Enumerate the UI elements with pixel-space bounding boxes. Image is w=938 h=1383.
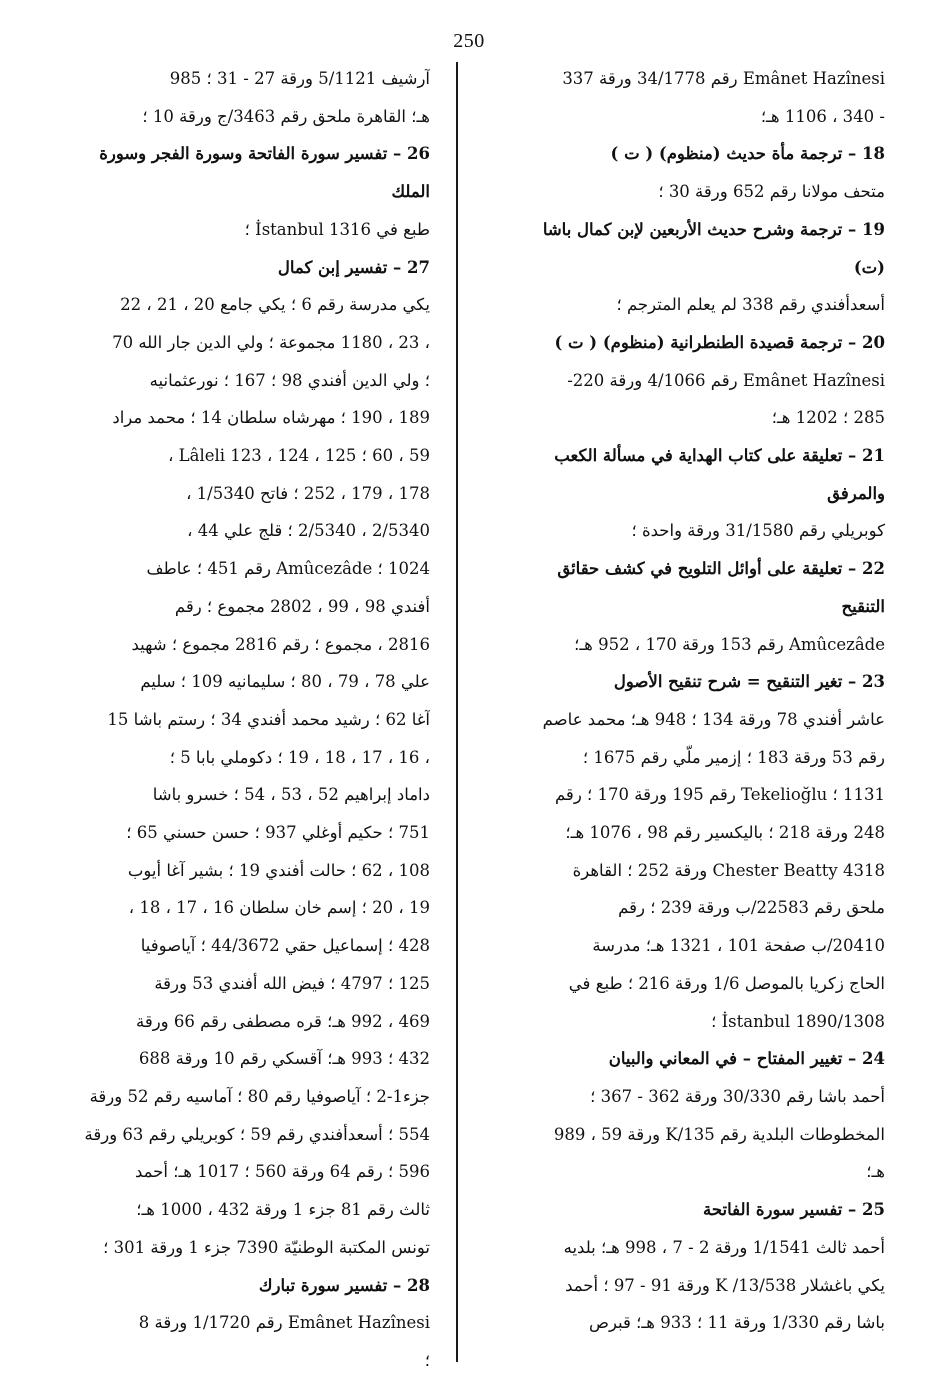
entry-heading-line: 24 – تغيير المفتاح – في المعاني والبيان	[608, 1049, 885, 1069]
entry-heading-line: والمرفق	[827, 483, 885, 503]
entry-heading-line: 20 – ترجمة قصيدة الطنطرانية (منظوم) ( ت )	[554, 332, 885, 352]
text-line: 19 ، 20 ؛ إسم خان سلطان 16 ، 17 ، 18 ،	[128, 898, 430, 918]
text-line: أفندي 98 ، 99 ، 2802 مجموع ؛ رقم	[174, 596, 430, 616]
text-line: أسعدأفندي رقم 338 لم يعلم المترجم ؛	[616, 295, 885, 315]
text-line: باشا رقم 1/330 ورقة 11 ؛ 933 هـ؛ قبرص	[589, 1313, 885, 1333]
right-column	[485, 60, 885, 1342]
text-line: أحمد ثالث 1/1541 ورقة 2 - 7 ، 998 هـ؛ بلديه	[563, 1237, 885, 1257]
entry-heading-line: 27 – تفسير إبن كمال	[277, 257, 430, 277]
column-divider	[456, 62, 458, 1362]
entry-heading-line: 28 – تفسير سورة تبارك	[258, 1275, 430, 1295]
text-line: كوبريلي رقم 31/1580 ورقة واحدة ؛	[631, 521, 885, 541]
text-line: المخطوطات البلدية رقم 135/K ورقة 59 ، 989	[553, 1124, 885, 1144]
text-line: 469 ، 992 هـ؛ قره مصطفى رقم 66 ورقة	[135, 1011, 430, 1031]
entry-heading-line: 21 – تعليقة على كتاب الهداية في مسألة الكعب	[554, 446, 885, 466]
text-line: داماد إبراهيم 52 ، 53 ، 54 ؛ خسرو باشا	[152, 785, 430, 805]
entry-heading-line: الملك	[391, 182, 430, 202]
text-line: يكي باغشلار 13/538/ K ورقة 91 - 97 ؛ أحمد	[565, 1275, 885, 1295]
text-line: 428 ؛ إسماعيل حقي 44/3672 ؛ آياصوفيا	[140, 936, 430, 956]
text-line: تونس المكتبة الوطنيّة 7390 جزء 1 ورقة 301 ؛	[103, 1237, 430, 1257]
text-line: أحمد باشا رقم 30/330 ورقة 362 - 367 ؛	[590, 1086, 885, 1106]
text-line: متحف مولانا رقم 652 ورقة 30 ؛	[658, 182, 885, 202]
text-line: İstanbul 1890/1308 ؛	[711, 1011, 885, 1031]
text-line: 1024 ؛ Amûcezâde رقم 451 ؛ عاطف	[146, 559, 430, 579]
entry-heading-line: التنقيح	[841, 596, 885, 616]
text-line: 751 ؛ حكيم أوغلي 937 ؛ حسن حسني 65 ؛	[126, 823, 430, 843]
text-line: آغا 62 ؛ رشيد محمد أفندي 34 ؛ رستم باشا 15	[107, 709, 430, 729]
text-line: ملحق رقم 22583/ب ورقة 239 ؛ رقم	[618, 898, 885, 918]
text-line: علي 78 ، 79 ، 80 ؛ سليمانيه 109 ؛ سليم	[140, 672, 430, 692]
text-line: 1131 ؛ Tekelioğlu رقم 195 ورقة 170 ؛ رقم	[554, 785, 885, 805]
text-line: ؛ ولي الدين أفندي 98 ؛ 167 ؛ نورعثمانيه	[149, 370, 430, 390]
text-line: ثالث رقم 81 جزء 1 ورقة 432 ، 1000 هـ؛	[136, 1200, 430, 1220]
text-line: هـ؛	[866, 1162, 885, 1182]
text-line: عاشر أفندي 78 ورقة 134 ؛ 948 هـ؛ محمد عاصم	[542, 709, 885, 729]
text-line: ، 23 ، 1180 مجموعة ؛ ولي الدين جار الله 70	[112, 332, 430, 352]
text-line: Emânet Hazînesi رقم 1/1720 ورقة 8	[138, 1313, 430, 1333]
text-line: هـ؛ القاهرة ملحق رقم 3463/ج ورقة 10 ؛	[142, 106, 430, 126]
text-line: الحاج زكريا بالموصل 1/6 ورقة 216 ؛ طبع في	[568, 973, 885, 993]
text-line: - 340 ، 1106 هـ؛	[760, 106, 885, 126]
text-line: 285 ؛ 1202 هـ؛	[771, 408, 885, 428]
entry-heading-line: (ت)	[853, 257, 885, 277]
entry-heading-line: 18 – ترجمة مأة حديث (منظوم) ( ت )	[610, 144, 885, 164]
text-line: 108 ، 62 ؛ حالت أفندي 19 ؛ بشير آغا أيوب	[127, 860, 430, 880]
text-line: ، 16 ، 17 ، 18 ، 19 ؛ دكوملي بابا 5 ؛	[169, 747, 430, 767]
text-line: 248 ورقة 218 ؛ باليكسير رقم 98 ، 1076 هـ؛	[565, 823, 885, 843]
entry-heading-line: 23 – تغير التنقيح = شرح تنقيح الأصول	[613, 672, 885, 692]
text-line: 2/5340 ، 2/5340 ؛ قلج علي 44 ،	[187, 521, 430, 541]
text-line: يكي مدرسة رقم 6 ؛ يكي جامع 20 ، 21 ، 22	[120, 295, 430, 315]
text-line: 189 ، 190 ؛ مهرشاه سلطان 14 ؛ محمد مراد	[112, 408, 430, 428]
text-line: 20410/ب صفحة 101 ، 1321 هـ؛ مدرسة	[592, 936, 885, 956]
text-line: Chester Beatty 4318 ورقة 252 ؛ القاهرة	[572, 860, 885, 880]
text-line: Emânet Hazînesi رقم 34/1778 ورقة 337	[562, 69, 885, 88]
text-line: 125 ؛ 4797 ؛ فيض الله أفندي 53 ورقة	[154, 973, 430, 993]
text-line: رقم 53 ورقة 183 ؛ إزمير ملّي رقم 1675 ؛	[582, 747, 885, 767]
text-line: ؛	[424, 1350, 430, 1370]
entry-heading-line: 25 – تفسير سورة الفاتحة	[703, 1200, 885, 1220]
entry-heading-line: 22 – تعليقة على أوائل التلويح في كشف حقائق	[557, 559, 885, 579]
entry-heading-line: 19 – ترجمة وشرح حديث الأربعين لإبن كمال باشا	[542, 219, 885, 239]
text-line: 432 ؛ 993 هـ؛ آقسكي رقم 10 ورقة 688	[138, 1049, 430, 1069]
text-line: 554 ؛ أسعدأفندي رقم 59 ؛ كوبريلي رقم 63 ورقة	[84, 1124, 430, 1144]
text-line: 2816 ، مجموع ؛ رقم 2816 مجموع ؛ شهيد	[131, 634, 430, 654]
text-line: جزء1-2 ؛ آياصوفيا رقم 80 ؛ آماسيه رقم 52 ورقة	[89, 1086, 430, 1106]
text-line: آرشيف 5/1121 ورقة 27 - 31 ؛ 985	[169, 69, 430, 88]
page-number: 250	[453, 30, 485, 52]
text-line: Amûcezâde رقم 153 ورقة 170 ، 952 هـ؛	[574, 634, 885, 654]
text-line: طبع في İstanbul 1316 ؛	[244, 219, 430, 239]
left-column	[25, 60, 430, 1380]
text-line: 178 ، 179 ، 252 ؛ فاتح 1/5340 ،	[186, 483, 430, 503]
text-line: 59 ، 60 ؛ Lâleli 123 ، 124 ، 125 ،	[168, 446, 430, 466]
text-line: Emânet Hazînesi رقم 4/1066 ورقة 220-	[567, 370, 885, 390]
text-line: 596 ؛ رقم 64 ورقة 560 ؛ 1017 هـ؛ أحمد	[134, 1162, 430, 1182]
entry-heading-line: 26 – تفسير سورة الفاتحة وسورة الفجر وسورة	[99, 144, 430, 164]
